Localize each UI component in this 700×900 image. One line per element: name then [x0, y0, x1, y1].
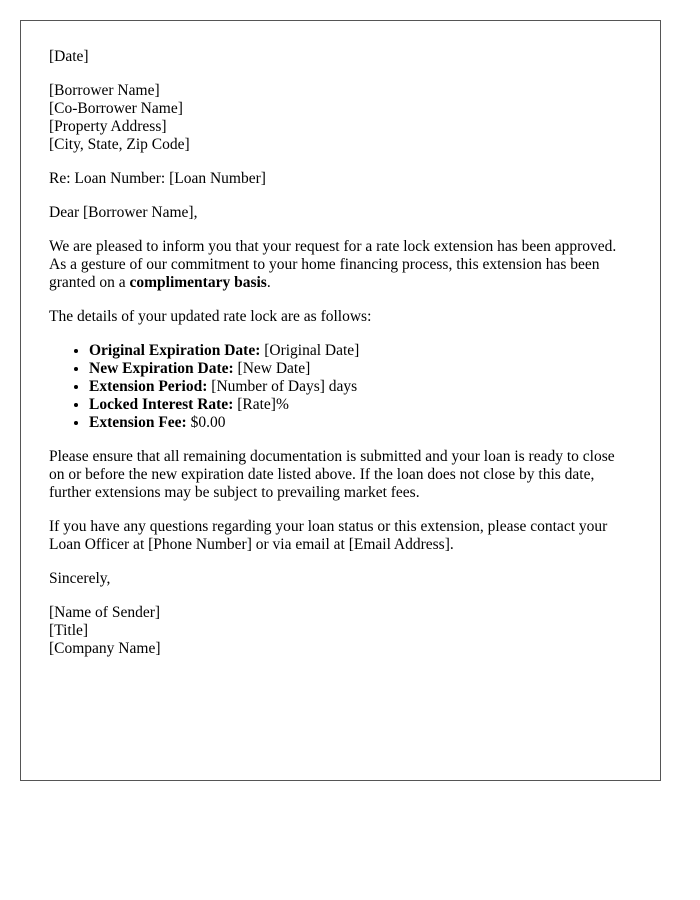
city-state-zip: [City, State, Zip Code]: [49, 136, 190, 153]
detail-locked-rate: [89, 396, 632, 414]
rate-lock-details-list: [49, 342, 632, 432]
details-intro: The details of your updated rate lock are as follows:: [49, 308, 372, 325]
co-borrower-name: [Co-Borrower Name]: [49, 100, 183, 117]
letter-date: [Date]: [49, 48, 89, 65]
detail-value: [Number of Days] days: [207, 378, 358, 395]
closing: Sincerely,: [49, 570, 111, 587]
recipient-address-block: [49, 82, 632, 154]
detail-label: New Expiration Date:: [89, 360, 234, 377]
complimentary-basis-emphasis: complimentary basis: [129, 274, 267, 291]
detail-label: Extension Fee:: [89, 414, 187, 431]
contact-paragraph: If you have any questions regarding your loan status or this extension, please contact your Loan Officer at [Phone Number] or via email at [Email Address].: [49, 518, 608, 553]
detail-value: [Original Date]: [260, 342, 360, 359]
sender-title: [Title]: [49, 622, 89, 639]
detail-label: Locked Interest Rate:: [89, 396, 234, 413]
sender-name: [Name of Sender]: [49, 604, 161, 621]
sender-company: [Company Name]: [49, 640, 161, 657]
approval-text-end: .: [266, 274, 271, 291]
documentation-paragraph: Please ensure that all remaining documentation is submitted and your loan is ready to close on or before the new expiration date listed above. If the loan does not close by this date, further extensions may be subject to prevailing market fees.: [49, 448, 615, 501]
detail-label: Extension Period:: [89, 378, 208, 395]
approval-text: We are pleased to inform you that your request for a rate lock extension has been approved. As a gesture of our commitment to your home financing process, this extension has been granted on a: [49, 238, 617, 291]
property-address: [Property Address]: [49, 118, 167, 135]
detail-value: $0.00: [186, 414, 226, 431]
detail-new-expiration: [89, 360, 632, 378]
re-line: Re: Loan Number: [Loan Number]: [49, 170, 266, 187]
detail-extension-fee: [89, 414, 632, 432]
approval-paragraph: [49, 238, 632, 292]
detail-original-expiration: [89, 342, 632, 360]
detail-value: [Rate]%: [233, 396, 289, 413]
borrower-name: [Borrower Name]: [49, 82, 160, 99]
salutation: Dear [Borrower Name],: [49, 204, 198, 221]
detail-value: [New Date]: [233, 360, 311, 377]
letter-document: [20, 20, 661, 781]
signature-block: [49, 604, 632, 658]
detail-label: Original Expiration Date:: [89, 342, 261, 359]
detail-extension-period: [89, 378, 632, 396]
